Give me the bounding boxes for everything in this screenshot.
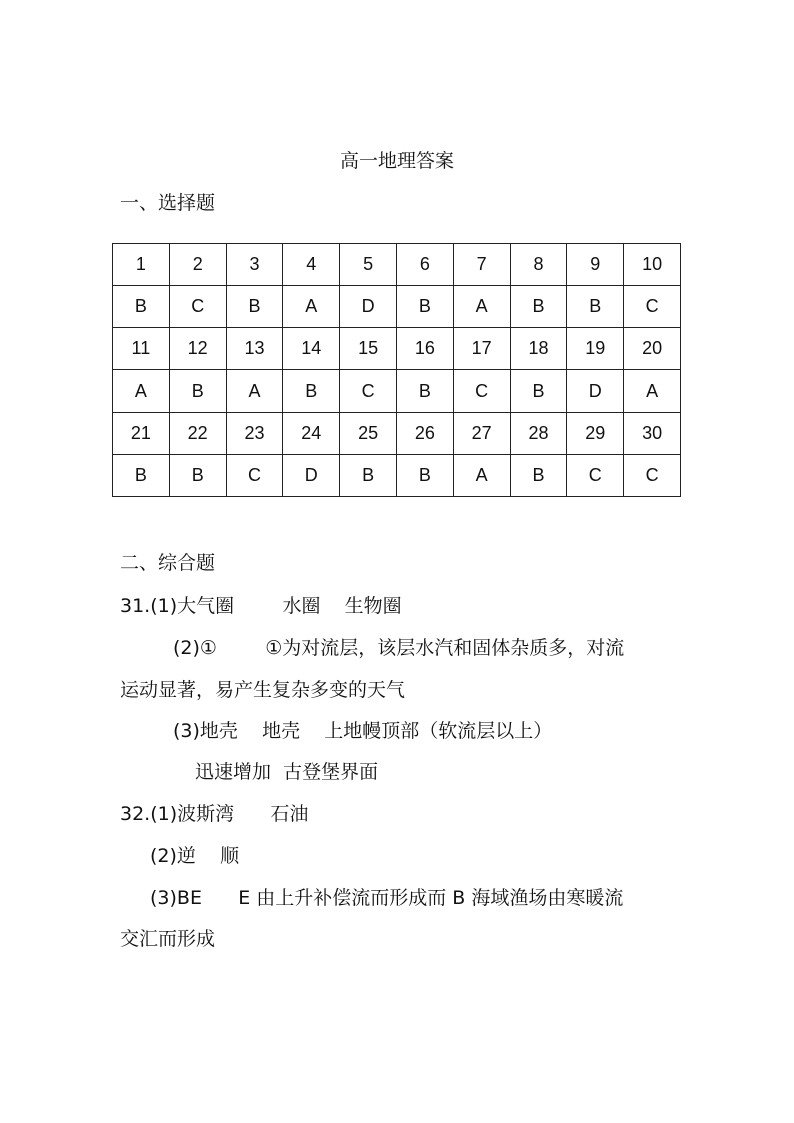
answer-line-32-2: (2)逆 顺 xyxy=(150,845,240,867)
table-cell: 15 xyxy=(340,328,397,370)
table-cell: B xyxy=(396,454,453,496)
table-cell: 27 xyxy=(453,412,510,454)
table-row xyxy=(113,244,681,286)
table-cell: 7 xyxy=(453,244,510,286)
answer-line-31-3-cont: 迅速增加 古登堡界面 xyxy=(195,761,379,783)
table-cell: 17 xyxy=(453,328,510,370)
table-cell: B xyxy=(510,370,567,412)
table-cell: C xyxy=(567,454,624,496)
table-cell: C xyxy=(453,370,510,412)
table-cell: A xyxy=(283,286,340,328)
table-cell: C xyxy=(624,286,681,328)
table-cell: B xyxy=(510,454,567,496)
answer-line-31-1: 31.(1)大气圈 水圈 生物圈 xyxy=(120,595,402,617)
table-cell: A xyxy=(453,454,510,496)
table-cell: 20 xyxy=(624,328,681,370)
table-cell: C xyxy=(169,286,226,328)
table-cell: 23 xyxy=(226,412,283,454)
table-cell: 26 xyxy=(396,412,453,454)
table-cell: B xyxy=(169,454,226,496)
table-cell: C xyxy=(340,370,397,412)
table-cell: 29 xyxy=(567,412,624,454)
table-cell: 22 xyxy=(169,412,226,454)
table-row xyxy=(113,328,681,370)
table-cell: B xyxy=(567,286,624,328)
table-cell: 24 xyxy=(283,412,340,454)
table-cell: B xyxy=(396,370,453,412)
table-cell: 6 xyxy=(396,244,453,286)
table-cell: 25 xyxy=(340,412,397,454)
table-cell: 21 xyxy=(113,412,170,454)
table-cell: C xyxy=(624,454,681,496)
table-cell: A xyxy=(624,370,681,412)
table-cell: 19 xyxy=(567,328,624,370)
table-cell: 5 xyxy=(340,244,397,286)
table-cell: D xyxy=(283,454,340,496)
table-cell: B xyxy=(113,286,170,328)
table-cell: 28 xyxy=(510,412,567,454)
table-row xyxy=(113,370,681,412)
table-cell: B xyxy=(510,286,567,328)
table-cell: A xyxy=(113,370,170,412)
table-cell: A xyxy=(226,370,283,412)
table-cell: B xyxy=(169,370,226,412)
table-cell: 16 xyxy=(396,328,453,370)
answer-line-31-2: (2)① ①为对流层，该层水汽和固体杂质多，对流 xyxy=(173,637,625,659)
answer-line-32-3-cont: 交汇而形成 xyxy=(120,928,216,950)
table-cell: B xyxy=(340,454,397,496)
table-cell: 8 xyxy=(510,244,567,286)
table-cell: C xyxy=(226,454,283,496)
table-row xyxy=(113,454,681,496)
table-cell: B xyxy=(226,286,283,328)
section-heading-comprehensive: 二、综合题 xyxy=(120,552,216,574)
table-cell: 30 xyxy=(624,412,681,454)
table-cell: D xyxy=(340,286,397,328)
table-cell: 9 xyxy=(567,244,624,286)
table-cell: B xyxy=(396,286,453,328)
table-cell: A xyxy=(453,286,510,328)
table-cell: B xyxy=(283,370,340,412)
table-cell: 3 xyxy=(226,244,283,286)
table-cell: 18 xyxy=(510,328,567,370)
answer-line-31-2-cont: 运动显著，易产生复杂多变的天气 xyxy=(120,679,406,701)
table-row xyxy=(113,412,681,454)
answer-table xyxy=(112,243,681,497)
answer-line-32-1: 32.(1)波斯湾 石油 xyxy=(120,803,309,825)
table-cell: 4 xyxy=(283,244,340,286)
answer-line-32-3: (3)BE E 由上升补偿流而形成而 B 海域渔场由寒暖流 xyxy=(150,887,624,909)
table-cell: 10 xyxy=(624,244,681,286)
table-cell: 1 xyxy=(113,244,170,286)
table-cell: B xyxy=(113,454,170,496)
page-title: 高一地理答案 xyxy=(339,150,454,172)
table-cell: D xyxy=(567,370,624,412)
table-row xyxy=(113,286,681,328)
answer-line-31-3: (3)地壳 地壳 上地幔顶部（软流层以上） xyxy=(173,720,553,742)
table-cell: 11 xyxy=(113,328,170,370)
section-heading-choice: 一、选择题 xyxy=(120,192,216,214)
table-cell: 14 xyxy=(283,328,340,370)
table-cell: 13 xyxy=(226,328,283,370)
table-cell: 12 xyxy=(169,328,226,370)
table-cell: 2 xyxy=(169,244,226,286)
